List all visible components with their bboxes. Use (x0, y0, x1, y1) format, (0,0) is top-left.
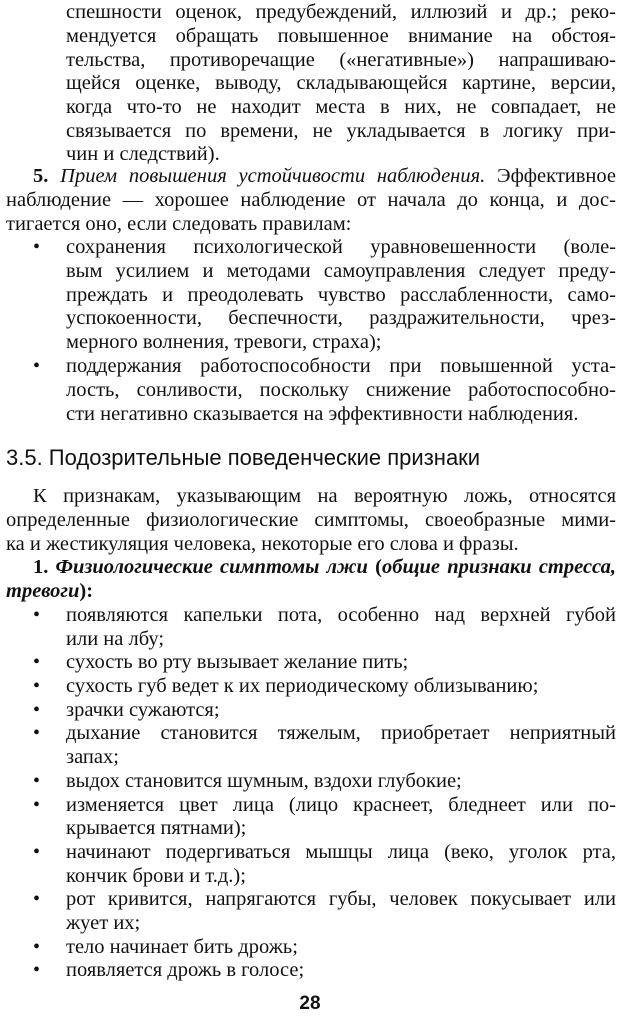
bullet-marker: • (33, 651, 41, 673)
item-5-first-line (33, 165, 616, 188)
bullet-line: зрачки сужаются; (66, 699, 220, 721)
bullet-line: крывается пятнами); (66, 817, 247, 839)
item-1-title-line-2 (6, 580, 93, 603)
paren-close: ): (79, 580, 94, 602)
text-line: К признакам, указывающим на вероятную ложь, относятся (33, 485, 616, 507)
bullet-line: выдох становится шумным, вздохи глубокие; (66, 770, 462, 792)
section-heading: 3.5. Подозрительные поведенческие признаки (6, 445, 481, 470)
bullet-line: сухость губ ведет к их периодическому облизыванию; (66, 675, 539, 697)
bullet-line: сохранения психологической уравновешенности (воле- (66, 236, 616, 258)
bullet-marker: • (33, 604, 41, 626)
bullet-marker: • (33, 959, 41, 981)
bullet-line: дыхание становится тяжелым, приобретает неприятный (66, 722, 616, 744)
text-line: тигается оно, если следовать правилам: (6, 213, 352, 235)
bullet-line: успокоенности, беспечности, раздражительности, чрез- (66, 307, 616, 329)
bullet-line: преждать и преодолевать чувство расслабленности, само- (66, 284, 616, 306)
bullet-line: появляется дрожь в голосе; (66, 959, 305, 981)
bullet-line: жует их; (66, 912, 141, 934)
bullet-line: вым усилием и методами самоуправления следует преду- (66, 260, 616, 282)
item-italic-title: Прием повышения устойчивости наблюдения. (60, 165, 486, 187)
bullet-line: поддержания работоспособности при повышенной уста- (66, 355, 616, 377)
bullet-line: изменяется цвет лица (лицо краснеет, бледнеет или по- (66, 794, 616, 816)
bullet-line: мерного волнения, тревоги, страха); (66, 331, 382, 353)
text-line: тельства, противоречащие («негативные») напрашиваю- (66, 49, 616, 71)
item-number: 1. (33, 556, 49, 578)
text-line: чин и следствий). (66, 143, 220, 165)
bullet-line: рот кривится, напрягаются губы, человек покусывает или (66, 888, 616, 910)
text-line: ка и жестикуляция человека, некоторые его слова и фразы. (6, 533, 519, 555)
bullet-line: сухость во рту вызывает желание пить; (66, 651, 409, 673)
bullet-line: лость, сонливости, поскольку снижение работоспособно- (66, 379, 616, 401)
bullet-marker: • (33, 355, 41, 377)
bullet-marker: • (33, 841, 41, 863)
text-line: щейся оценке, выводу, складывающейся картине, версии, (66, 72, 616, 94)
item-number: 5. (33, 165, 49, 187)
item-bold-italic-title: Физиологические симптомы лжи (55, 556, 368, 578)
text-line: когда что-то не находит места в них, не совпадает, не (66, 96, 616, 118)
bullet-line: запах; (66, 746, 119, 768)
bullet-line: начинают подергиваться мышцы лица (веко, уголок рта, (66, 841, 616, 863)
item-1-title-line (33, 556, 616, 579)
bullet-marker: • (33, 770, 41, 792)
text-fragment: Эффективное (497, 165, 616, 187)
bullet-marker: • (33, 794, 41, 816)
bullet-line: сти негативно сказывается на эффективности наблюдения. (66, 403, 579, 425)
text-line: определенные физиологические симптомы, своеобразные мими- (6, 509, 616, 531)
bullet-line: появляются капельки пота, особенно над верхней губой (66, 604, 616, 626)
bullet-line: кончик брови и т.д.); (66, 865, 246, 887)
bullet-marker: • (33, 722, 41, 744)
text-line: мендуется обращать повышенное внимание на обстоя- (66, 25, 616, 47)
bullet-marker: • (33, 888, 41, 910)
bullet-line: тело начинает бить дрожь; (66, 936, 298, 958)
paren: ( (375, 556, 382, 578)
page-number: 28 (299, 993, 321, 1014)
text-line: наблюдение — хорошее наблюдение от начала до конца, и дос- (6, 189, 616, 211)
bullet-marker: • (33, 236, 41, 258)
bullet-marker: • (33, 675, 41, 697)
text-line: спешности оценок, предубеждений, иллюзий и др.; реко- (66, 1, 616, 23)
bullet-marker: • (33, 699, 41, 721)
bullet-line: или на лбу; (66, 628, 165, 650)
item-bold-italic-subtitle: общие признаки стресса, (381, 556, 616, 578)
bullet-marker: • (33, 936, 41, 958)
item-bold-italic-subtitle-end: тревоги (6, 580, 80, 602)
text-line: связывается по времени, не укладывается в логику при- (66, 120, 616, 142)
